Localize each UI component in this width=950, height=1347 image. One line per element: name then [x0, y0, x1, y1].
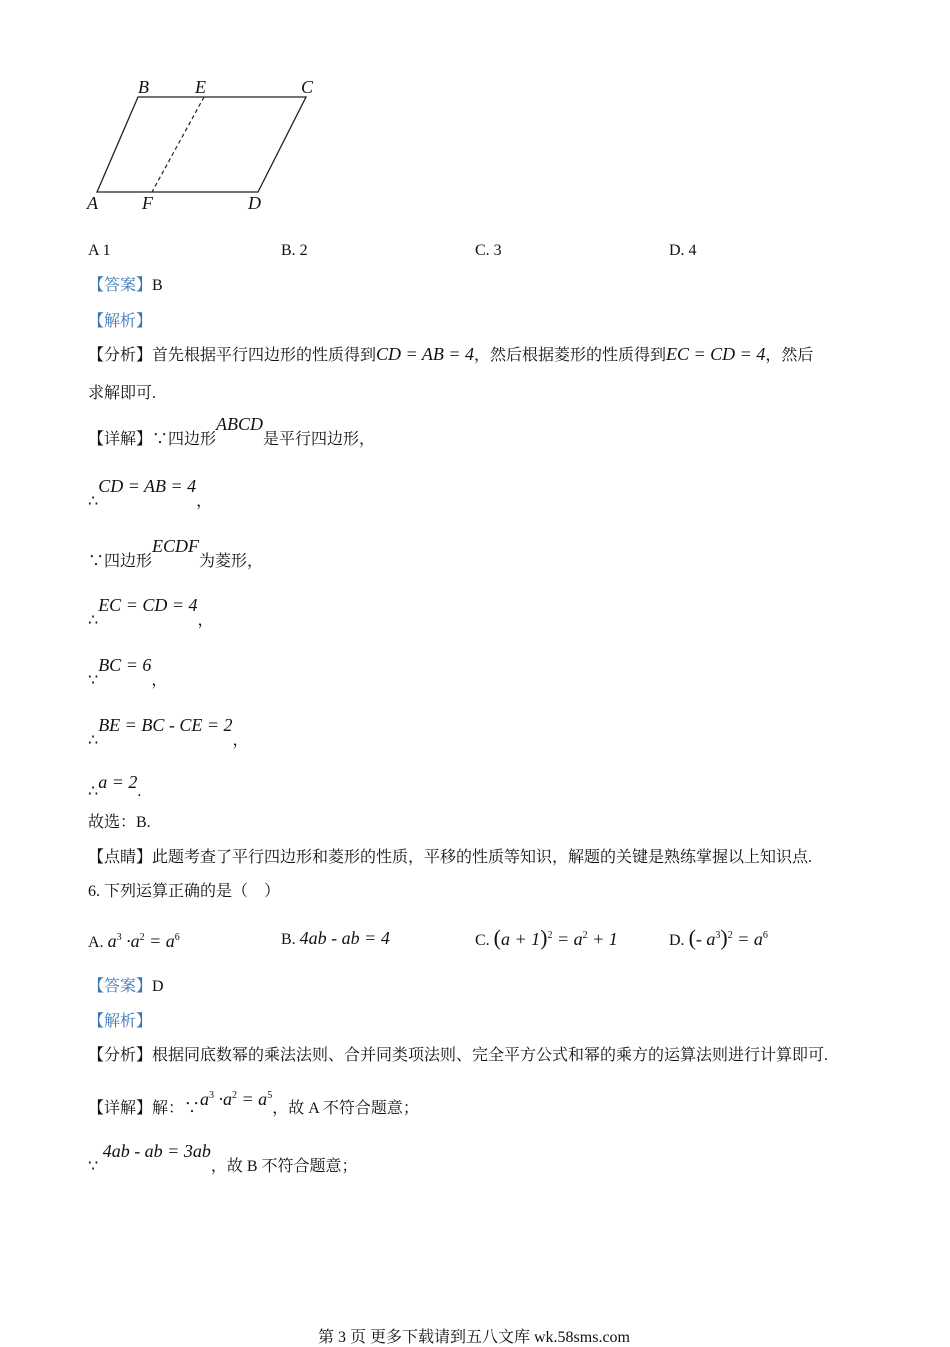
q6-detail-line1: 【详解】解：$\because a^3 \cdot a^2 = a^5$，故 A 不符合题意；	[88, 1089, 419, 1117]
q5-option-d: D. 4	[669, 242, 697, 259]
q5-choose: 故选：B.	[88, 814, 151, 831]
q5-detail-line7: ∴a = 2.	[88, 772, 142, 800]
q6-option-c: C. $(a + 1)^2 = a^2 + 1$	[475, 925, 618, 950]
fenxi-tag: 【分析】	[88, 347, 153, 364]
q5-detail-line4: ∴EC = CD = 4，	[88, 595, 214, 629]
q6-option-b: B. 4ab - ab = 4	[281, 928, 390, 948]
q6-question: 6. 下列运算正确的是（ ）	[88, 883, 281, 900]
q6-fenxi: 【分析】根据同底数幂的乘法法则、合并同类项法则、完全平方公式和幂的乘方的运算法则进行计算即可.	[88, 1047, 829, 1064]
label-C: C	[301, 77, 314, 97]
label-F: F	[142, 193, 153, 213]
q5-option-a: A 1	[88, 242, 111, 259]
detail-tag: 【详解】	[88, 431, 153, 448]
q6-option-a: A. $a^3 \cdot a^2 = a^6$	[88, 931, 180, 951]
label-A: A	[87, 193, 98, 213]
q5-detail-line2: ∴CD = AB = 4，	[88, 476, 213, 510]
q6-detail-line2: ∵ 4ab - ab = 3ab，故 B 不符合题意；	[88, 1141, 358, 1175]
math-abcd: ABCD	[216, 414, 264, 434]
answer-tag: 【答案】	[88, 978, 153, 995]
q5-option-c: C. 3	[475, 242, 502, 259]
q6-analysis-tag: 【解析】	[88, 1013, 153, 1030]
q5-detail-line5: ∵BC = 6，	[88, 655, 168, 689]
q5-option-b: B. 2	[281, 242, 308, 259]
detail-tag: 【详解】	[88, 1100, 153, 1117]
q5-comment: 【点睛】此题考查了平行四边形和菱形的性质，平移的性质等知识，解题的关键是熟练掌握以上知识点.	[88, 849, 813, 866]
q5-detail-line1: 【详解】∵四边形ABCD是平行四边形，	[88, 414, 376, 448]
comment-tag: 【点睛】	[88, 849, 153, 866]
math-ec-cd: EC = CD = 4	[666, 344, 766, 364]
q5-detail-line3: ∵四边形ECDF为菱形，	[88, 536, 264, 570]
q5-detail-line6: ∴BE = BC - CE = 2，	[88, 715, 249, 749]
page-footer: 第 3 页 更多下载请到五八文库 wk.58sms.com	[318, 1329, 631, 1346]
q5-fenxi-line2: 求解即可.	[88, 385, 157, 402]
answer-value: B	[152, 277, 163, 294]
answer-value: D	[152, 978, 164, 995]
math-ecdf: ECDF	[152, 536, 200, 556]
fenxi-tag: 【分析】	[88, 1047, 153, 1064]
parallelogram-figure	[80, 72, 330, 222]
q5-fenxi: 【分析】首先根据平行四边形的性质得到CD = AB = 4，然后根据菱形的性质得到EC = CD = 4，然后	[88, 344, 814, 364]
label-D: D	[248, 193, 261, 213]
q6-option-d: D. (- $a^3)^2 = a^6$	[669, 925, 768, 950]
label-E: E	[195, 77, 206, 97]
label-B: B	[138, 77, 149, 97]
q5-analysis-tag: 【解析】	[88, 313, 153, 330]
q6-answer	[88, 977, 164, 997]
math-cd-ab: CD = AB = 4	[376, 344, 474, 364]
q5-answer	[88, 276, 163, 296]
answer-tag: 【答案】	[88, 277, 153, 294]
